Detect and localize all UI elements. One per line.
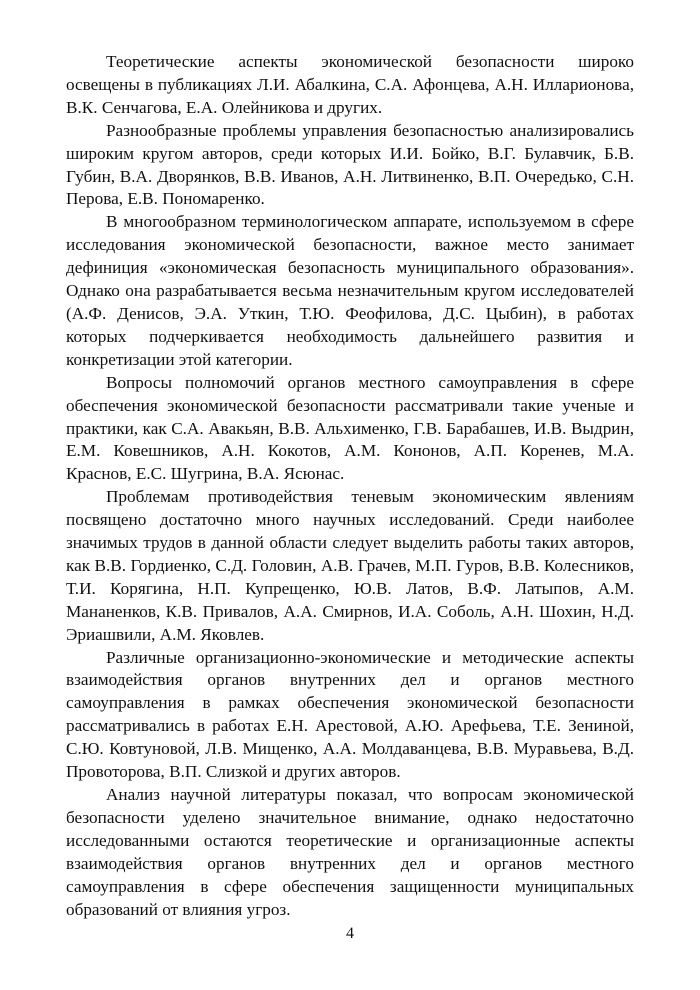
paragraph-7: Анализ научной литературы показал, что вопросам экономической безопасности уделено значительное внимание, однако недостаточно исследованными остаются теоретические и организационные аспекты взаимодействия органов внутренних дел и органов местного самоуправления в сфере обеспечения защищенности муниципальных образований от влияния угроз. bbox=[66, 785, 634, 919]
page-number: 4 bbox=[346, 925, 354, 942]
paragraph-5: Проблемам противодействия теневым экономическим явлениям посвящено достаточно много научных исследований. Среди наиболее значимых трудов в данной области следует выделить работы таких авторов, как В.В. Гордиенко, С.Д. Головин, А.В. Грачев, М.П. Гуров, В.В. Колесников, Т.И. Корягина, Н.П. Купрещенко, Ю.В. Латов, В.Ф. Латыпов, А.М. Мананенков, К.В. Привалов, А.А. Смирнов, И.А. Соболь, А.Н. Шохин, Н.Д. Эриашвили, А.М. Яковлев. bbox=[66, 487, 634, 644]
paragraph-2: Разнообразные проблемы управления безопасностью анализировались широким кругом авторов, среди которых И.И. Бойко, В.Г. Булавчик, Б.В. Губин, В.А. Дворянков, В.В. Иванов, А.Н. Литвиненко, В.П. Очередько, С.Н. Перова, Е.В. Пономаренко. bbox=[66, 120, 634, 209]
paragraph-6: Различные организационно-экономические и методические аспекты взаимодействия органов внутренних дел и органов местного самоуправления в рамках обеспечения экономической безопасности рассматривались в работах Е.Н. Арестовой, А.Ю. Арефьева, Т.Е. Зениной, С.Ю. Ковтуновой, Л.В. Мищенко, А.А. Молдаванцева, В.В. Муравьева, В.Д. Провоторова, В.П. Слизкой и других авторов. bbox=[66, 647, 634, 782]
paragraph-4: Вопросы полномочий органов местного самоуправления в сфере обеспечения экономической безопасности рассматривали такие ученые и практики, как С.А. Авакьян, В.В. Альхименко, Г.В. Барабашев, И.В. Выдрин, Е.М. Ковешников, А.Н. Кокотов, А.М. Кононов, А.П. Коренев, М.А. Краснов, Е.С. Шугрина, В.А. Ясюнас. bbox=[66, 372, 634, 484]
paragraph-1: Теоретические аспекты экономической безопасности широко освещены в публикациях Л.И. Абалкина, С.А. Афонцева, А.Н. Илларионова, В.К. Сенчагова, Е.А. Олейникова и других. bbox=[66, 52, 634, 117]
paragraph-3: В многообразном терминологическом аппарате, используемом в сфере исследования экономической безопасности, важное место занимает дефиниция «экономическая безопасность муниципального образования». Однако она разрабатывается весьма незначительным кругом исследователей (А.Ф. Денисов, Э.А. Уткин, Т.Ю. Феофилова, Д.С. Цыбин), в работах которых подчеркивается необходимость дальнейшего развития и конкретизации этой категории. bbox=[66, 212, 634, 369]
body-text bbox=[66, 51, 634, 921]
